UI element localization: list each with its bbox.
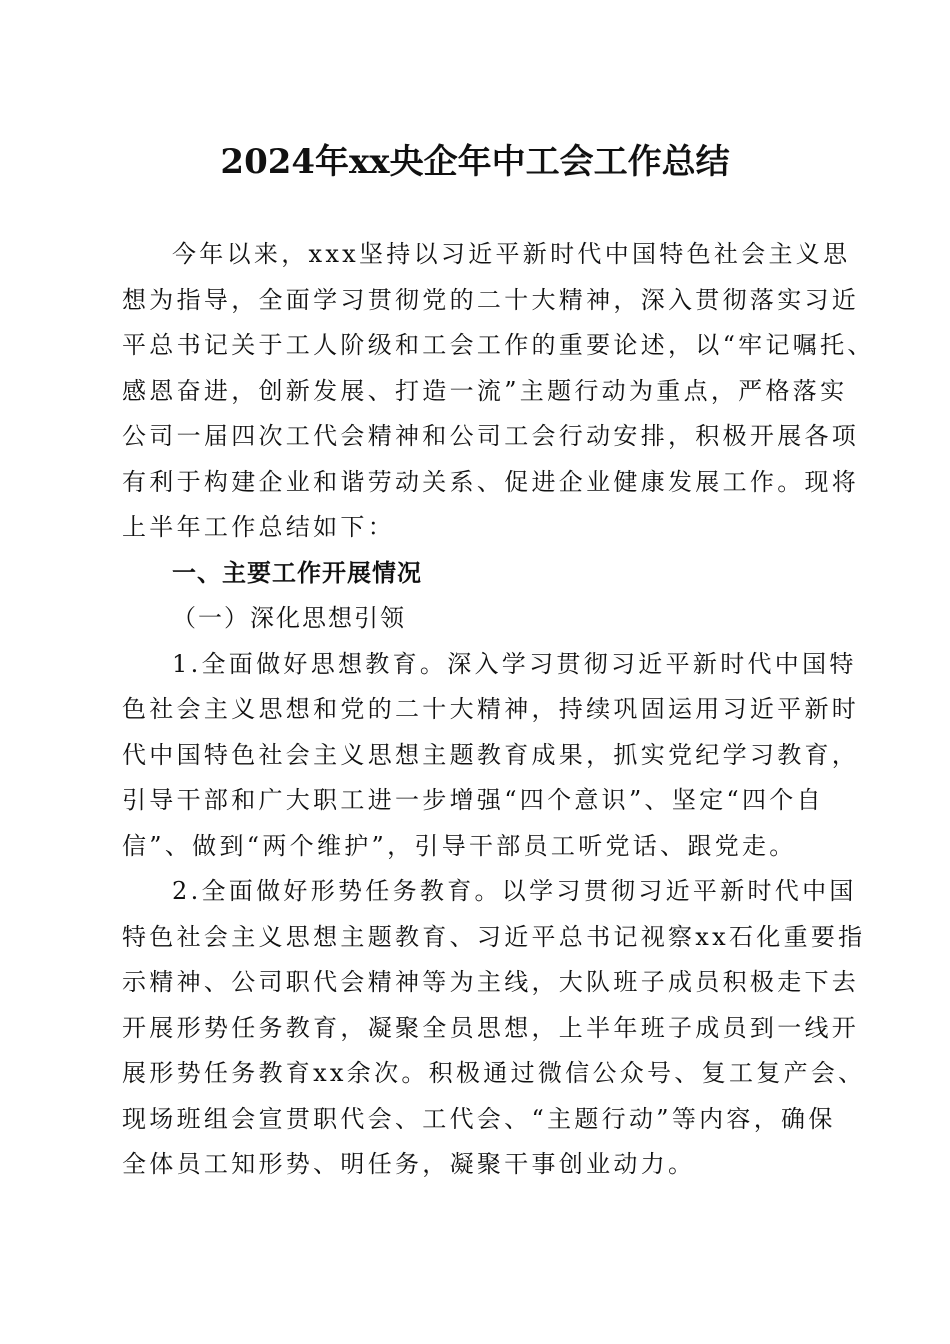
paragraph-line: 平总书记关于工人阶级和工会工作的重要论述，以“牢记嘱托、	[122, 331, 875, 359]
paragraph-line: 公司一届四次工代会精神和公司工会行动安排，积极开展各项	[122, 422, 860, 450]
paragraph-line: 有利于构建企业和谐劳动关系、促进企业健康发展工作。现将	[122, 467, 860, 496]
document-body	[122, 232, 875, 1188]
section-heading: 一、主要工作开展情况	[172, 558, 422, 587]
paragraph-line: 展形势任务教育xx余次。积极通过微信公众号、复工复产会、	[122, 1059, 866, 1087]
paragraph-line: 今年以来，xxx坚持以习近平新时代中国特色社会主义思	[172, 240, 851, 268]
paragraph-line: 感恩奋进，创新发展、打造一流”主题行动为重点，严格落实	[122, 376, 848, 405]
paragraph-line: 2.全面做好形势任务教育。以学习贯彻习近平新时代中国	[172, 877, 857, 905]
intro-paragraph	[122, 232, 875, 551]
paragraph-line: 1.全面做好思想教育。深入学习贯彻习近平新时代中国特	[172, 649, 857, 678]
paragraph-line: 开展形势任务教育，凝聚全员思想，上半年班子成员到一线开	[122, 1013, 860, 1042]
paragraph-line: 现场班组会宣贯职代会、工代会、“主题行动”等内容，确保	[122, 1104, 836, 1133]
paragraph-line: 特色社会主义思想主题教育、习近平总书记视察xx石化重要指	[122, 922, 866, 951]
paragraph-line: 引导干部和广大职工进一步增强“四个意识”、坚定“四个自	[122, 786, 824, 814]
document-title: 2024年xx央企年中工会工作总结	[220, 142, 730, 182]
item-2-paragraph	[122, 869, 866, 1188]
subsection-heading: （一）深化思想引领	[172, 604, 406, 632]
paragraph-line: 代中国特色社会主义思想主题教育成果，抓实党纪学习教育，	[122, 740, 860, 769]
item-1-paragraph	[122, 642, 860, 870]
paragraph-line: 示精神、公司职代会精神等为主线，大队班子成员积极走下去	[122, 968, 860, 996]
paragraph-line: 信”、做到“两个维护”，引导干部员工听党话、跟党走。	[122, 831, 797, 860]
paragraph-line: 色社会主义思想和党的二十大精神，持续巩固运用习近平新时	[122, 695, 860, 723]
paragraph-line: 上半年工作总结如下：	[122, 513, 395, 541]
paragraph-line: 全体员工知形势、明任务，凝聚干事创业动力。	[122, 1150, 696, 1178]
paragraph-line: 想为指导，全面学习贯彻党的二十大精神，深入贯彻落实习近	[122, 285, 860, 314]
